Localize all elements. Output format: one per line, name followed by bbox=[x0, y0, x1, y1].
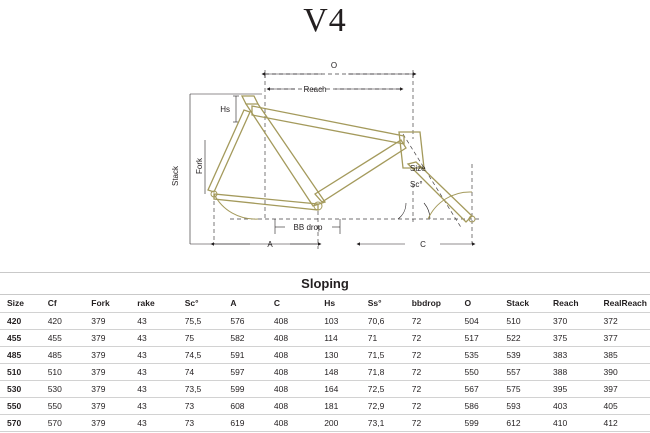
cell-realreach: 390 bbox=[597, 363, 650, 380]
geometry-table bbox=[0, 295, 650, 432]
label-sc: Sc° bbox=[410, 180, 423, 189]
cell-a: 582 bbox=[223, 329, 267, 346]
cell-bbdrop: 72 bbox=[405, 363, 458, 380]
cell-hs: 114 bbox=[317, 329, 361, 346]
label-size: Size bbox=[410, 164, 426, 173]
cell-fork: 379 bbox=[84, 397, 130, 414]
cell-ss: 72,5 bbox=[361, 380, 405, 397]
cell-stack: 522 bbox=[499, 329, 546, 346]
cell-reach: 370 bbox=[546, 312, 596, 329]
th-bbdrop: bbdrop bbox=[405, 295, 458, 312]
cell-bbdrop: 72 bbox=[405, 312, 458, 329]
th-c: C bbox=[267, 295, 317, 312]
th-sc: Sc° bbox=[178, 295, 224, 312]
cell-reach: 388 bbox=[546, 363, 596, 380]
th-ss: Ss° bbox=[361, 295, 405, 312]
cell-hs: 181 bbox=[317, 397, 361, 414]
cell-ss: 71,5 bbox=[361, 346, 405, 363]
cell-a: 597 bbox=[223, 363, 267, 380]
cell-stack: 510 bbox=[499, 312, 546, 329]
table-header-row bbox=[0, 295, 650, 312]
th-stack: Stack bbox=[499, 295, 546, 312]
table-row bbox=[0, 380, 650, 397]
th-reach: Reach bbox=[546, 295, 596, 312]
label-bb-drop: BB drop bbox=[293, 223, 323, 232]
table-row bbox=[0, 312, 650, 329]
table-caption: Sloping bbox=[0, 273, 650, 295]
cell-c: 408 bbox=[267, 380, 317, 397]
geometry-svg bbox=[0, 44, 650, 264]
cell-realreach: 412 bbox=[597, 414, 650, 431]
cell-c: 408 bbox=[267, 397, 317, 414]
cell-rake: 43 bbox=[130, 380, 177, 397]
cell-cf: 570 bbox=[41, 414, 85, 431]
cell-size: 420 bbox=[0, 312, 41, 329]
cell-c: 408 bbox=[267, 363, 317, 380]
cell-rake: 43 bbox=[130, 397, 177, 414]
page-title: V4 bbox=[303, 2, 347, 39]
cell-bbdrop: 72 bbox=[405, 329, 458, 346]
cell-cf: 485 bbox=[41, 346, 85, 363]
table-row bbox=[0, 397, 650, 414]
label-c: C bbox=[420, 240, 426, 249]
cell-o: 504 bbox=[457, 312, 499, 329]
cell-sc: 75,5 bbox=[178, 312, 224, 329]
cell-bbdrop: 72 bbox=[405, 414, 458, 431]
cell-c: 408 bbox=[267, 329, 317, 346]
cell-sc: 75 bbox=[178, 329, 224, 346]
label-o: O bbox=[330, 61, 338, 70]
cell-size: 510 bbox=[0, 363, 41, 380]
cell-cf: 510 bbox=[41, 363, 85, 380]
cell-o: 517 bbox=[457, 329, 499, 346]
cell-sc: 74,5 bbox=[178, 346, 224, 363]
cell-o: 599 bbox=[457, 414, 499, 431]
th-a: A bbox=[223, 295, 267, 312]
cell-fork: 379 bbox=[84, 346, 130, 363]
cell-size: 485 bbox=[0, 346, 41, 363]
cell-rake: 43 bbox=[130, 312, 177, 329]
cell-cf: 530 bbox=[41, 380, 85, 397]
th-realreach: RealReach bbox=[597, 295, 650, 312]
cell-ss: 70,6 bbox=[361, 312, 405, 329]
cell-fork: 379 bbox=[84, 363, 130, 380]
cell-bbdrop: 72 bbox=[405, 346, 458, 363]
cell-reach: 383 bbox=[546, 346, 596, 363]
cell-a: 576 bbox=[223, 312, 267, 329]
cell-a: 608 bbox=[223, 397, 267, 414]
label-stack: Stack bbox=[171, 165, 180, 187]
cell-a: 619 bbox=[223, 414, 267, 431]
cell-realreach: 377 bbox=[597, 329, 650, 346]
cell-rake: 43 bbox=[130, 414, 177, 431]
cell-hs: 200 bbox=[317, 414, 361, 431]
cell-sc: 73 bbox=[178, 414, 224, 431]
cell-stack: 539 bbox=[499, 346, 546, 363]
cell-a: 591 bbox=[223, 346, 267, 363]
cell-fork: 379 bbox=[84, 414, 130, 431]
cell-bbdrop: 72 bbox=[405, 380, 458, 397]
th-size: Size bbox=[0, 295, 41, 312]
th-rake: rake bbox=[130, 295, 177, 312]
label-hs: Hs bbox=[220, 105, 230, 114]
cell-realreach: 397 bbox=[597, 380, 650, 397]
th-hs: Hs bbox=[317, 295, 361, 312]
cell-reach: 375 bbox=[546, 329, 596, 346]
cell-sc: 73,5 bbox=[178, 380, 224, 397]
cell-ss: 71,8 bbox=[361, 363, 405, 380]
cell-rake: 43 bbox=[130, 329, 177, 346]
th-fork: Fork bbox=[84, 295, 130, 312]
cell-stack: 557 bbox=[499, 363, 546, 380]
cell-hs: 103 bbox=[317, 312, 361, 329]
cell-stack: 593 bbox=[499, 397, 546, 414]
cell-stack: 612 bbox=[499, 414, 546, 431]
cell-sc: 73 bbox=[178, 397, 224, 414]
cell-stack: 575 bbox=[499, 380, 546, 397]
cell-cf: 420 bbox=[41, 312, 85, 329]
cell-cf: 455 bbox=[41, 329, 85, 346]
th-o: O bbox=[457, 295, 499, 312]
th-cf: Cf bbox=[41, 295, 85, 312]
cell-o: 535 bbox=[457, 346, 499, 363]
cell-size: 530 bbox=[0, 380, 41, 397]
cell-size: 570 bbox=[0, 414, 41, 431]
cell-hs: 164 bbox=[317, 380, 361, 397]
cell-rake: 43 bbox=[130, 346, 177, 363]
cell-rake: 43 bbox=[130, 363, 177, 380]
cell-ss: 72,9 bbox=[361, 397, 405, 414]
cell-size: 550 bbox=[0, 397, 41, 414]
label-reach: Reach bbox=[303, 85, 327, 94]
table-row bbox=[0, 346, 650, 363]
cell-realreach: 372 bbox=[597, 312, 650, 329]
cell-a: 599 bbox=[223, 380, 267, 397]
cell-o: 567 bbox=[457, 380, 499, 397]
cell-fork: 379 bbox=[84, 312, 130, 329]
cell-realreach: 405 bbox=[597, 397, 650, 414]
cell-c: 408 bbox=[267, 414, 317, 431]
label-fork: Fork bbox=[195, 158, 204, 174]
frame-geometry-diagram bbox=[0, 44, 650, 264]
cell-ss: 71 bbox=[361, 329, 405, 346]
table-row bbox=[0, 363, 650, 380]
cell-sc: 74 bbox=[178, 363, 224, 380]
cell-cf: 550 bbox=[41, 397, 85, 414]
geometry-table-section bbox=[0, 272, 650, 433]
cell-o: 550 bbox=[457, 363, 499, 380]
table-row bbox=[0, 414, 650, 431]
cell-reach: 403 bbox=[546, 397, 596, 414]
table-row bbox=[0, 329, 650, 346]
cell-o: 586 bbox=[457, 397, 499, 414]
cell-hs: 130 bbox=[317, 346, 361, 363]
cell-fork: 379 bbox=[84, 380, 130, 397]
cell-realreach: 385 bbox=[597, 346, 650, 363]
cell-c: 408 bbox=[267, 312, 317, 329]
cell-fork: 379 bbox=[84, 329, 130, 346]
cell-bbdrop: 72 bbox=[405, 397, 458, 414]
label-a: A bbox=[267, 240, 273, 249]
cell-size: 455 bbox=[0, 329, 41, 346]
cell-ss: 73,1 bbox=[361, 414, 405, 431]
cell-reach: 410 bbox=[546, 414, 596, 431]
cell-hs: 148 bbox=[317, 363, 361, 380]
cell-c: 408 bbox=[267, 346, 317, 363]
cell-reach: 395 bbox=[546, 380, 596, 397]
